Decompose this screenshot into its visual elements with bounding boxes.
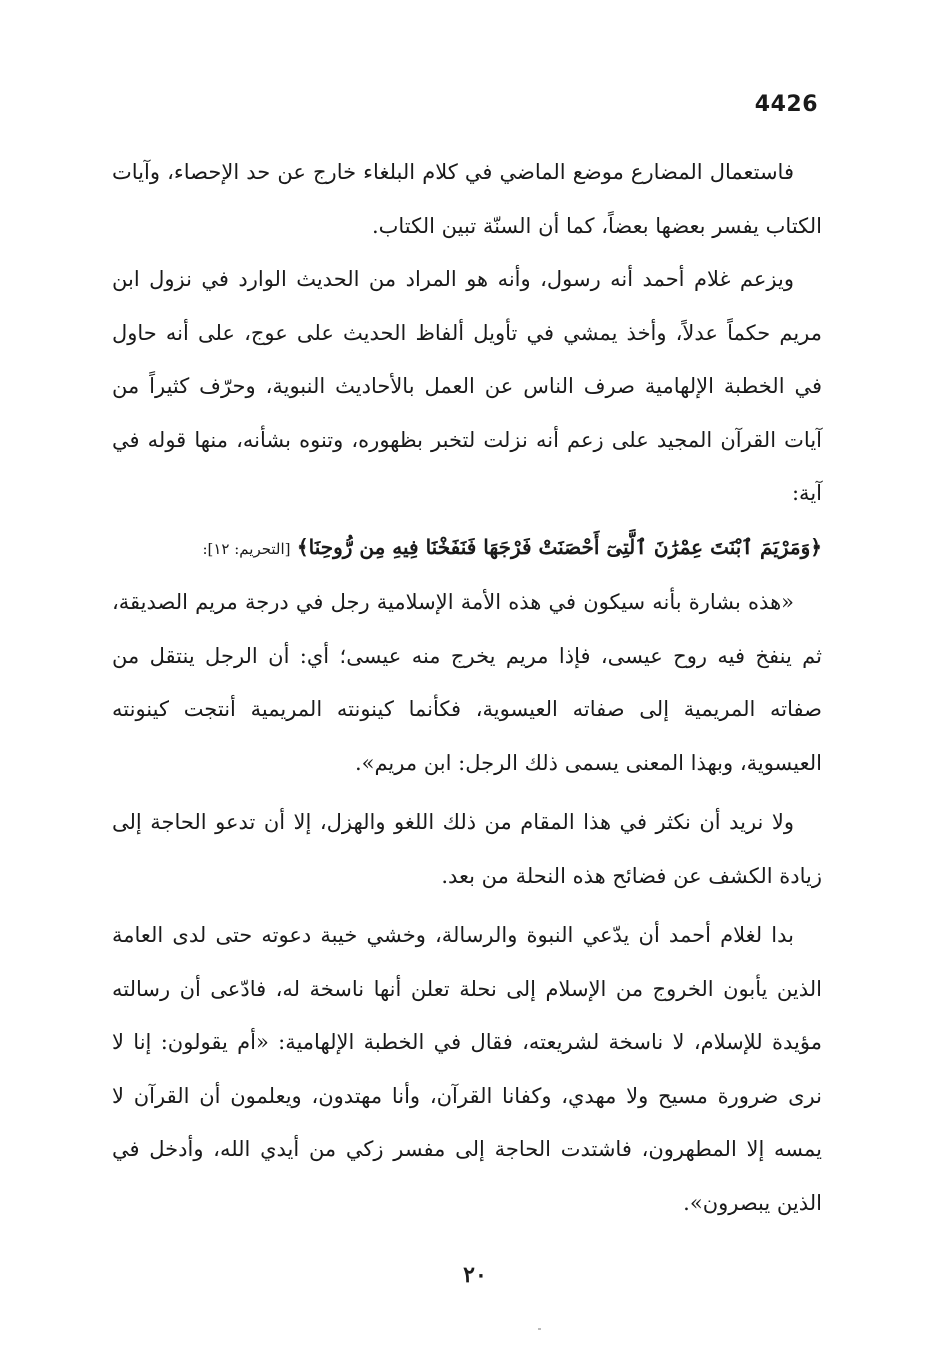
quran-verse-line (112, 521, 822, 577)
scan-speck (538, 1328, 541, 1330)
paragraph-4: بدا لغلام أحمد أن يدّعي النبوة والرسالة، وخشي خيبة دعوته حتى لدى العامة الذين يأبون الخروج من الإسلام إلى نحلة تعلن أنها ناسخة له، فادّعى أن رسالته مؤيدة للإسلام، لا ناسخة لشريعته، فقال في الخطبة الإلهامية: «أم يقولون: إنا لا نرى ضرورة مسيح ولا مهدي، وكفانا القرآن، وأنا مهتدون، ويعلمون أن القرآن لا يمسه إلا المطهرون، فاشتدت الحاجة إلى مفسر زكي من أيدي الله، وأدخل في الذين يبصرون». (112, 923, 822, 1215)
paragraph-1: فاستعمال المضارع موضع الماضي في كلام البلغاء خارج عن حد الإحصاء، وآيات الكتاب يفسر بعضها بعضاً، كما أن السنّة تبين الكتاب. (112, 160, 822, 238)
verse-reference: [التحريم: ١٢]: (202, 539, 291, 558)
page-footer-number: ٢٠ (463, 1262, 487, 1288)
paragraph-3: ولا نريد أن نكثر في هذا المقام من ذلك اللغو والهزل، إلا أن تدعو الحاجة إلى زيادة الكشف عن فضائح هذه النحلة من بعد. (112, 810, 822, 888)
main-text (112, 146, 822, 1230)
page-header-number: 4426 (754, 92, 818, 117)
quote-paragraph: «هذه بشارة بأنه سيكون في هذه الأمة الإسلامية رجل في درجة مريم الصديقة، ثم ينفخ فيه روح عيسى، فإذا مريم يخرج منه عيسى؛ أي: أن الرجل ينتقل من صفاته المريمية إلى صفاته العيسوية، فكأنما كينونته المريمية أنتجت كينونته العيسوية، وبهذا المعنى يسمى ذلك الرجل: ابن مريم». (112, 590, 822, 775)
paragraph-2: ويزعم غلام أحمد أنه رسول، وأنه هو المراد من الحديث الوارد في نزول ابن مريم حكماً عدلاً، وأخذ يمشي في تأويل ألفاظ الحديث على عوج، على أنه حاول في الخطبة الإلهامية صرف الناس عن العمل بالأحاديث النبوية، وحرّف كثيراً من آيات القرآن المجيد على زعم أنه نزلت لتخبر بظهوره، وتنوه بشأنه، منها قوله في آية: (112, 267, 822, 505)
quran-verse: ﴿وَمَرْيَمَ ٱبْنَتَ عِمْرَٰنَ ٱلَّتِىٓ أَحْصَنَتْ فَرْجَهَا فَنَفَخْنَا فِيهِ مِن رُّوحِنَا﴾ (296, 534, 822, 559)
